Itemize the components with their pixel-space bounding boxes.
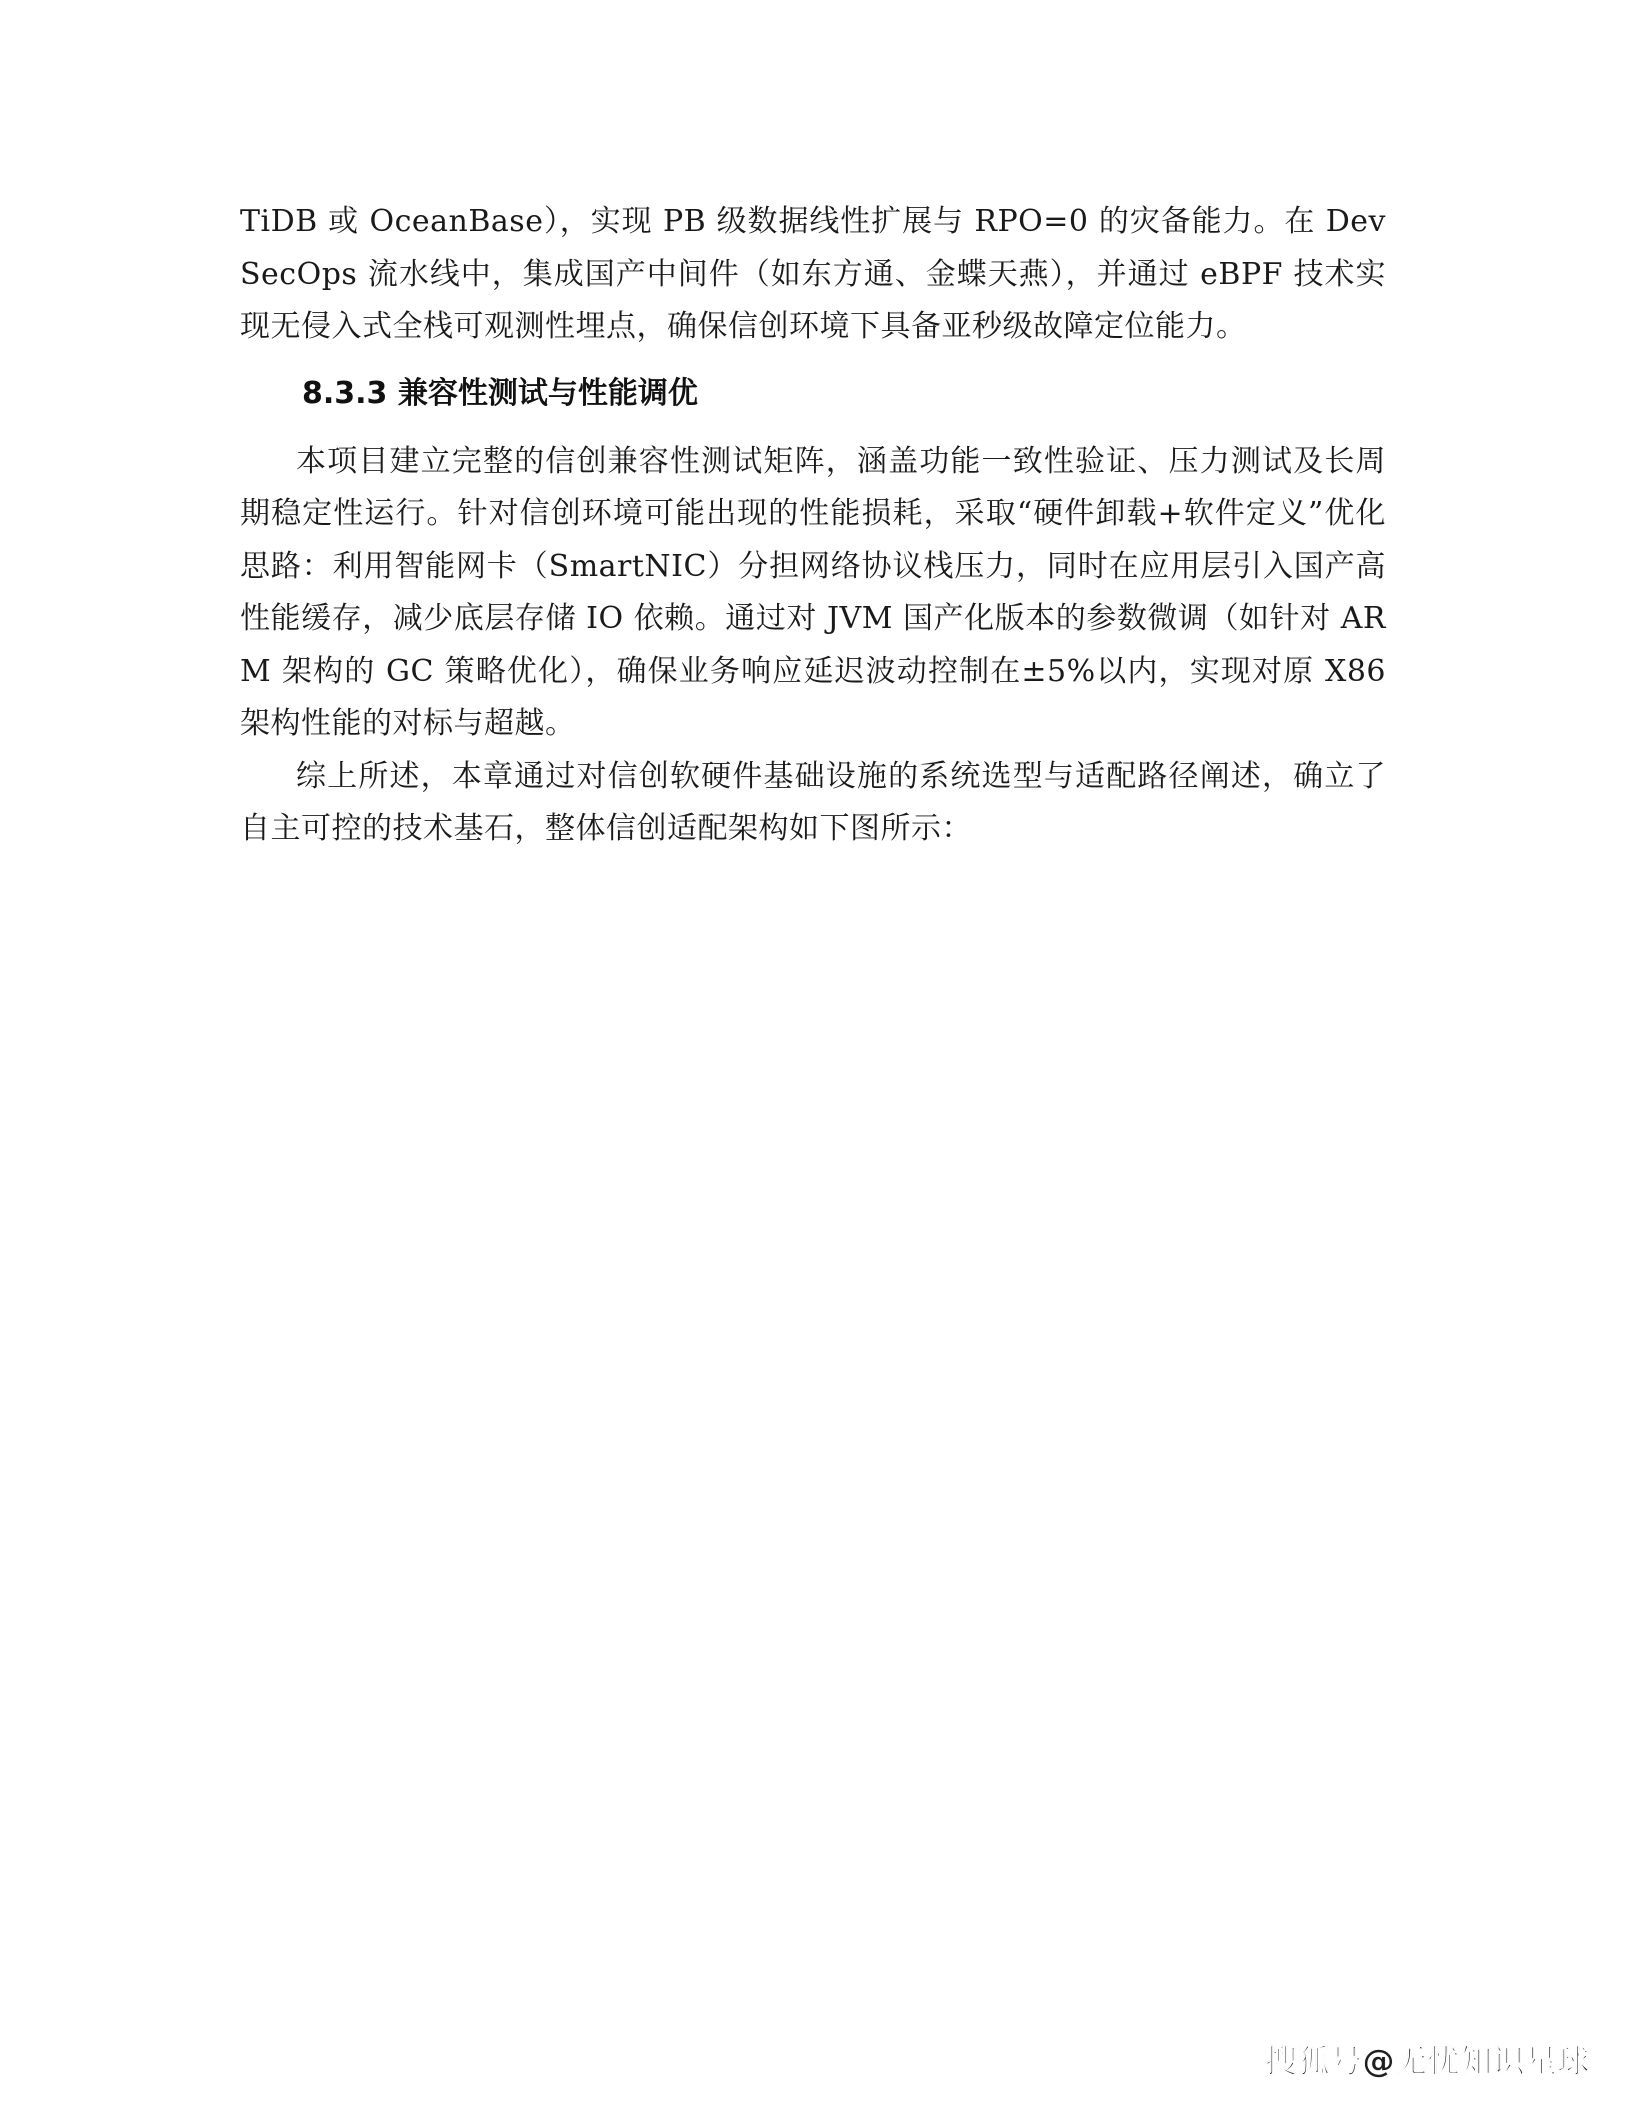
section-heading: 8.3.3 兼容性测试与性能调优 bbox=[302, 375, 698, 411]
intro-paragraph: TiDB 或 OceanBase），实现 PB 级数据线性扩展与 RPO=0 的灾备能力。在 DevSecOps 流水线中，集成国产中间件（如东方通、金蝶天燕），并通过 eBPF 技术实现无侵入式全栈可观测性埋点，确保信创环境下具备亚秒级故障定位能力。 bbox=[240, 204, 1386, 344]
paragraph-compatibility-testing: 本项目建立完整的信创兼容性测试矩阵，涵盖功能一致性验证、压力测试及长周期稳定性运行。针对信创环境可能出现的性能损耗，采取“硬件卸载+软件定义”优化思路：利用智能网卡（SmartNIC）分担网络协议栈压力，同时在应用层引入国产高性能缓存，减少底层存储 IO 依赖。通过对 JVM 国产化版本的参数微调（如针对 ARM 架构的 GC 策略优化），确保业务响应延迟波动控制在±5%以内，实现对原 X86 架构性能的对标与超越。 bbox=[240, 443, 1386, 741]
watermark: 搜狐号@无忧知识星球 bbox=[1264, 2042, 1590, 2080]
paragraph-summary: 综上所述，本章通过对信创软硬件基础设施的系统选型与适配路径阐述，确立了自主可控的技术基石，整体信创适配架构如下图所示： bbox=[240, 758, 1386, 846]
document-body bbox=[240, 196, 1386, 856]
